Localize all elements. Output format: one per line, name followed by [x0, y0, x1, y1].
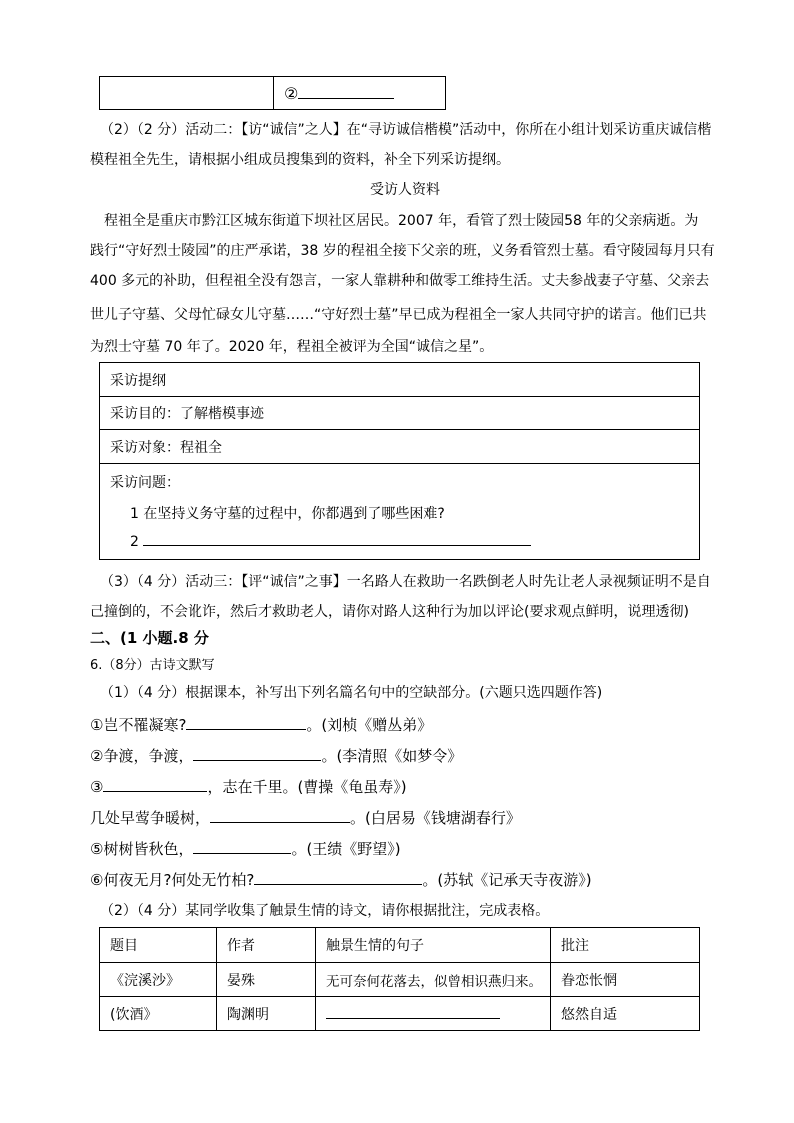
outline-target: 采访对象：程祖全: [100, 430, 700, 464]
outline-question-1: 1 在坚持义务守墓的过程中，你都遇到了哪些困难?: [130, 506, 445, 522]
recitation-item-2: ②争渡，争渡， 。(李清照《如梦令》: [90, 747, 463, 765]
recitation-item-6: ⑥何夜无月?何处无竹柏? 。(苏轼《记承天寺夜游》): [90, 871, 592, 889]
recitation-item-5: ⑤树树皆秋色， 。(王绩《野望》): [90, 840, 401, 858]
outline-title: 采访提纲: [100, 363, 700, 397]
top-table-right-cell[interactable]: [274, 77, 446, 110]
recitation-blank-1[interactable]: [186, 715, 306, 730]
poem-table-header-title: 题目: [100, 928, 217, 963]
poem-author-cell: 陶渊明: [217, 997, 316, 1031]
material-line-1: 程祖全是重庆市黔江区城东街道下坝社区居民。2007 年，看管了烈士陵园58 年的父亲病逝。为: [104, 213, 699, 229]
outline-questions-label: 采访问题：: [110, 475, 180, 491]
poem-table: [99, 927, 700, 1031]
recitation-blank-3[interactable]: [103, 777, 207, 792]
material-line-3: 400 多元的补助，但程祖全没有怨言，一家人靠耕种和做零工维持生活。丈夫参战妻子守墓、父亲去: [90, 273, 710, 289]
poem-sentence-cell[interactable]: [316, 997, 551, 1031]
poem-note-cell: 眷恋怅惘: [551, 963, 700, 997]
q6-title: 6.（8分）古诗文默写: [90, 658, 215, 673]
recitation-blank-5[interactable]: [193, 839, 291, 854]
top-answer-table: [99, 76, 446, 110]
circled-number-marker: ②: [284, 83, 299, 103]
recitation-blank-4[interactable]: [210, 808, 350, 823]
q3-line1: （3）（4 分）活动三：【评“诚信”之事】一名路人在救助一名跌倒老人时先让老人录视频证明不是自: [100, 574, 711, 590]
q6-part2: （2）（4 分）某同学收集了触景生情的诗文，请你根据批注，完成表格。: [100, 903, 550, 919]
table-row: [100, 963, 700, 997]
poem-note-cell: 悠然自适: [551, 997, 700, 1031]
poem-author-cell: 晏殊: [217, 963, 316, 997]
q3-line2: 己撞倒的，不会讹诈，然后才救助老人，请你对路人这种行为加以评论(要求观点鲜明，说理透彻): [90, 604, 689, 620]
outline-questions-cell: [100, 464, 700, 560]
table-row: [100, 997, 700, 1031]
outline-question-2: 2: [110, 530, 689, 554]
outline-purpose: 采访目的：了解楷模事迹: [100, 397, 700, 430]
material-title: 受访人资料: [370, 182, 440, 198]
material-line-4: 世儿子守墓、父母忙碌女儿守墓……“守好烈士墓”早已成为程祖全一家人共同守护的诺言。他们已共: [90, 307, 707, 323]
recitation-item-3: ③ ，志在千里。(曹操《龟虽寿》): [90, 778, 407, 796]
section-2-heading: 二、(1 小题.8 分: [90, 629, 209, 647]
q2-intro-line1: （2）（2 分）活动二：【访“诚信”之人】在“寻访诚信楷模”活动中，你所在小组计划采访重庆诚信楷: [100, 122, 712, 138]
q6-part1: （1）（4 分）根据课本，补写出下列名篇名句中的空缺部分。(六题只选四题作答): [100, 685, 603, 701]
recitation-blank-2[interactable]: [193, 746, 321, 761]
poem-title-cell: (饮酒》: [100, 997, 217, 1031]
answer-blank[interactable]: [298, 84, 394, 99]
material-line-5: 为烈士守墓 70 年了。2020 年，程祖全被评为全国“诚信之星”。: [90, 339, 494, 355]
material-line-2: 践行“守好烈士陵园”的庄严承诺，38 岁的程祖全接下父亲的班，义务看管烈士墓。看守陵园每月只有: [90, 243, 715, 259]
poem-sentence-cell: 无可奈何花落去，似曾相识燕归来。: [316, 963, 551, 997]
poem-sentence-blank[interactable]: [326, 1004, 500, 1019]
poem-table-header-note: 批注: [551, 928, 700, 963]
recitation-item-4: 几处早莺争暖树， 。(白居易《钱塘湖春行》: [90, 809, 521, 827]
interview-outline-table: [99, 362, 700, 560]
q2-intro-line2: 模程祖全先生，请根据小组成员搜集到的资料，补全下列采访提纲。: [90, 152, 510, 168]
recitation-blank-6[interactable]: [254, 870, 422, 885]
poem-title-cell: 《浣溪沙》: [100, 963, 217, 997]
poem-table-header-author: 作者: [217, 928, 316, 963]
recitation-item-1: ①岂不罹凝寒? 。(刘桢《赠丛弟》: [90, 716, 433, 734]
top-table-left-cell: [100, 77, 274, 110]
poem-table-header-sentence: 触景生情的句子: [316, 928, 551, 963]
question-2-blank[interactable]: [143, 531, 531, 546]
